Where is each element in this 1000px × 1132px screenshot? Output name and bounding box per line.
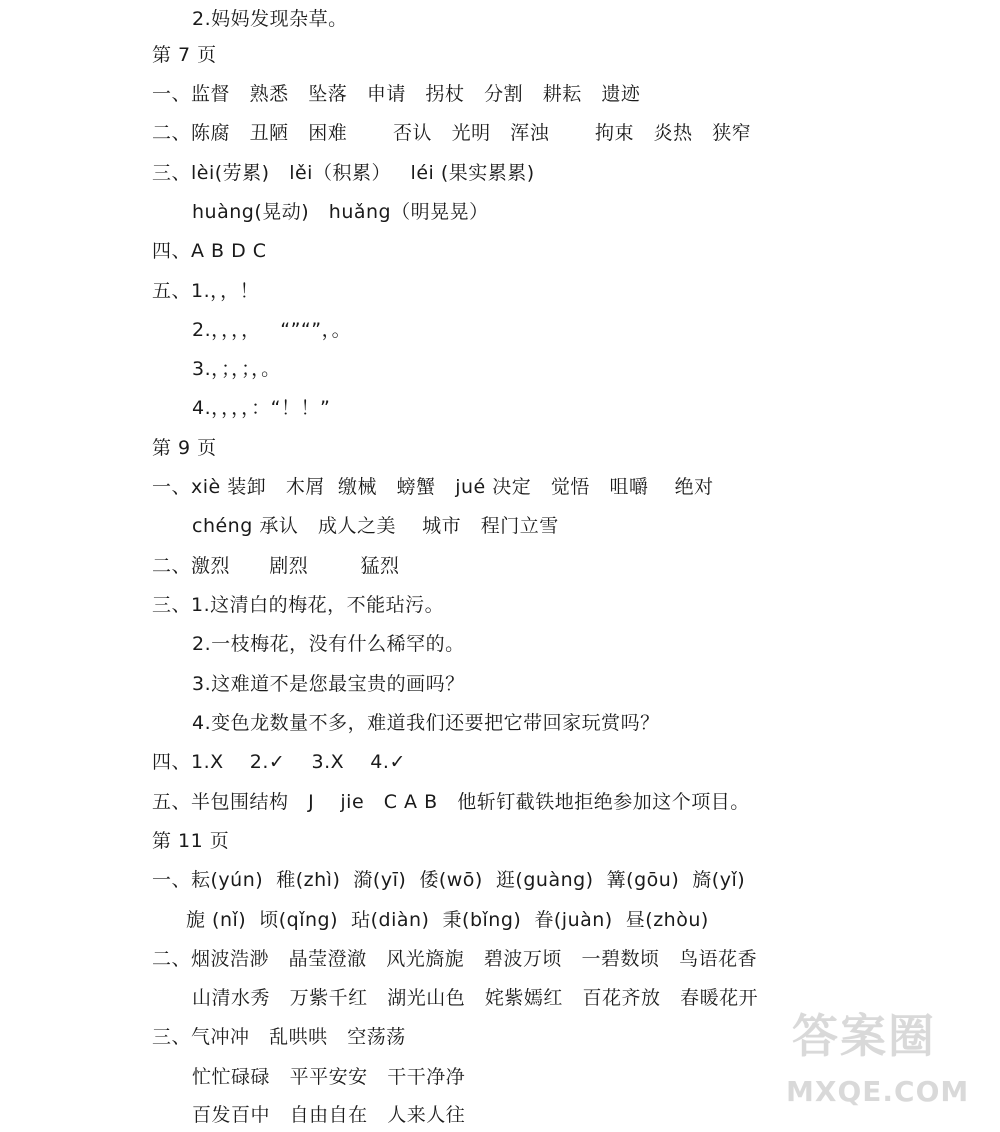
watermark-logo [782,1006,982,1126]
text-line: 山清水秀 万紫千红 湖光山色 姹紫嫣红 百花齐放 春暖花开 [192,987,759,1009]
watermark-text: 答案圈 [792,1009,936,1063]
page-heading: 第 9 页 [152,437,217,459]
text-line: 二、烟波浩渺 晶莹澄澈 风光旖旎 碧波万顷 一碧数顷 鸟语花香 [152,948,758,970]
text-line: 忙忙碌碌 平平安安 干干净净 [192,1066,466,1088]
text-line: 百发百中 自由自在 人来人往 [192,1104,466,1126]
text-line: huàng(晃动) huǎng（明晃晃） [192,201,489,223]
text-line: 三、1.这清白的梅花，不能玷污。 [152,594,445,616]
text-line: 2.，，，， “”“”，。 [192,319,352,341]
text-line: 五、半包围结构 J jie C A B 他斩钉截铁地拒绝参加这个项目。 [152,791,750,813]
text-line: 3.这难道不是您最宝贵的画吗？ [192,673,465,695]
text-line: 一、监督 熟悉 坠落 申请 拐杖 分割 耕耘 遗迹 [152,83,641,105]
text-line: 五、1.，，！ [152,280,260,302]
text-line: chéng 承认 成人之美 城市 程门立雪 [192,515,559,537]
text-line: 一、耘(yún) 稚(zhì) 漪(yī) 倭(wō) 逛(guàng) 篝(gōu) 旖(yǐ) [152,869,746,891]
text-line: 3.，；，；，。 [192,358,281,380]
text-line: 三、lèi(劳累) lěi（积累） léi (果实累累) [152,162,535,184]
text-line: 三、气冲冲 乱哄哄 空荡荡 [152,1026,406,1048]
text-line: 4.变色龙数量不多，难道我们还要把它带回家玩赏吗？ [192,712,660,734]
text-line: 旎 (nǐ) 顷(qǐng) 玷(diàn) 秉(bǐng) 眷(juàn) 昼(zhòu) [186,909,709,931]
text-line: 四、A B D C [152,240,267,262]
text-line: 二、陈腐 丑陋 困难 否认 光明 浑浊 拘束 炎热 狭窄 [152,122,752,144]
watermark-url: MXQE.COM [786,1075,970,1108]
text-line: 2.妈妈发现杂草。 [192,8,348,30]
page-heading: 第 11 页 [152,830,230,852]
text-line: 四、1.X 2.✓ 3.X 4.✓ [152,751,406,773]
text-line: 4.，，，，：“！！” [192,397,331,419]
text-line: 一、xiè 装卸 木屑 缴械 螃蟹 jué 决定 觉悟 咀嚼 绝对 [152,476,714,498]
page-heading: 第 7 页 [152,44,217,66]
text-line: 2.一枝梅花，没有什么稀罕的。 [192,633,465,655]
text-line: 二、激烈 剧烈 猛烈 [152,555,400,577]
